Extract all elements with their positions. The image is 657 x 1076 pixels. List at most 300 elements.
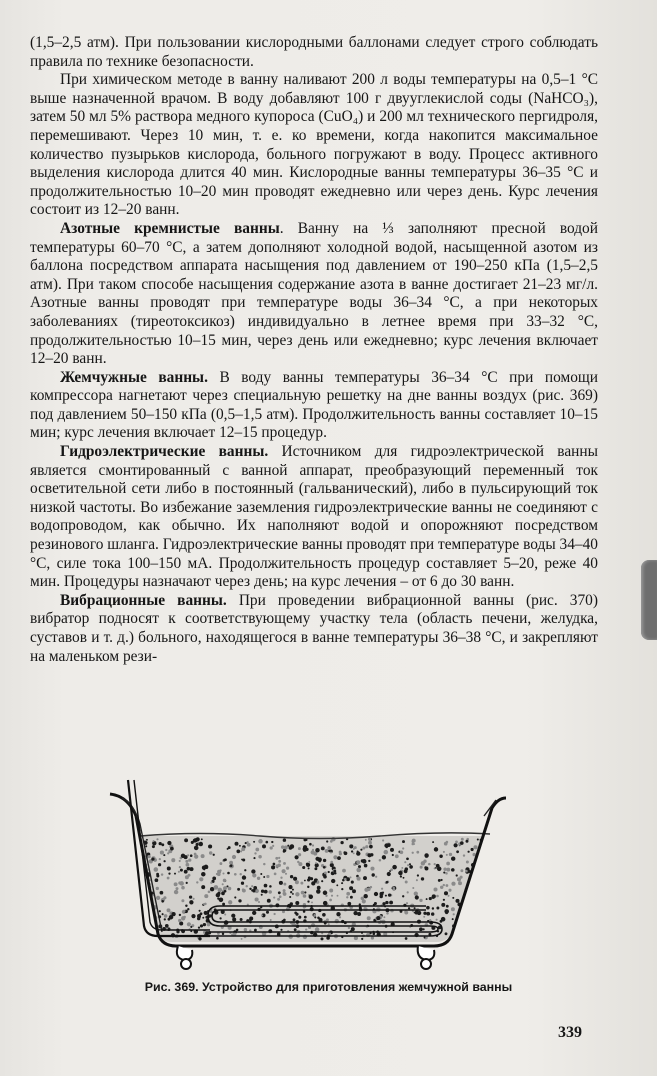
- air-bubble: [179, 914, 181, 916]
- air-bubble: [178, 871, 180, 873]
- air-bubble: [156, 838, 158, 840]
- air-bubble: [181, 854, 185, 858]
- air-bubble: [422, 928, 424, 930]
- air-bubble: [303, 894, 307, 898]
- air-bubble: [253, 841, 255, 843]
- air-bubble: [155, 878, 159, 882]
- air-bubble: [200, 924, 203, 927]
- air-bubble: [343, 851, 346, 854]
- air-bubble: [333, 855, 337, 859]
- air-bubble: [466, 861, 469, 864]
- air-bubble: [273, 863, 276, 866]
- air-bubble: [307, 886, 309, 888]
- air-bubble: [262, 844, 266, 848]
- air-bubble: [271, 841, 273, 843]
- air-bubble: [167, 841, 171, 845]
- air-bubble: [443, 872, 445, 874]
- air-bubble: [186, 882, 188, 884]
- air-bubble: [283, 889, 286, 892]
- air-bubble: [363, 876, 367, 880]
- air-bubble: [253, 857, 255, 859]
- air-bubble: [460, 876, 463, 879]
- air-bubble: [261, 890, 264, 893]
- air-bubble: [317, 886, 321, 890]
- air-bubble: [368, 841, 372, 845]
- air-bubble: [184, 870, 188, 874]
- air-bubble: [444, 909, 449, 914]
- air-bubble: [478, 898, 482, 902]
- air-bubble: [375, 876, 377, 878]
- air-bubble: [260, 873, 262, 875]
- air-bubble: [460, 869, 463, 872]
- air-bubble: [301, 891, 305, 895]
- air-bubble: [426, 912, 430, 916]
- air-bubble: [161, 900, 164, 903]
- air-bubble: [407, 891, 409, 893]
- paragraph-text: (1,5–2,5 атм). При пользовании кислородными баллонами следует строго соблюдать правила по технике безопасности.: [30, 34, 598, 70]
- air-bubble: [443, 867, 446, 870]
- air-bubble: [451, 882, 455, 886]
- air-bubble: [416, 851, 419, 854]
- air-bubble: [283, 892, 286, 895]
- air-bubble: [219, 862, 222, 865]
- air-bubble: [458, 935, 461, 938]
- air-bubble: [353, 848, 355, 850]
- bathtub-air-grid-illustration: [100, 776, 510, 976]
- air-bubble: [478, 902, 482, 906]
- air-bubble: [146, 839, 148, 841]
- air-bubble: [364, 894, 368, 898]
- air-bubble: [390, 868, 393, 871]
- air-bubble: [159, 910, 161, 912]
- air-bubble: [223, 859, 226, 862]
- air-bubble: [446, 868, 450, 872]
- air-bubble: [361, 897, 364, 900]
- air-bubble: [171, 858, 175, 862]
- air-bubble: [298, 853, 301, 856]
- air-bubble: [479, 900, 481, 902]
- air-bubble: [140, 882, 144, 886]
- air-bubble: [468, 851, 470, 853]
- air-bubble: [151, 857, 154, 860]
- air-bubble: [471, 917, 475, 921]
- air-bubble: [283, 838, 286, 841]
- air-bubble: [441, 903, 445, 907]
- air-bubble: [331, 879, 335, 883]
- air-bubble: [214, 885, 219, 890]
- air-bubble: [472, 880, 476, 884]
- air-bubble: [358, 865, 361, 868]
- air-bubble: [294, 928, 297, 931]
- air-bubble: [159, 858, 161, 860]
- air-bubble: [447, 895, 449, 897]
- air-bubble: [252, 873, 256, 877]
- air-bubble: [465, 928, 468, 931]
- air-bubble: [254, 852, 256, 854]
- air-bubble: [187, 908, 189, 910]
- air-bubble: [147, 855, 150, 858]
- air-bubble: [170, 847, 174, 851]
- air-bubble: [315, 848, 319, 852]
- air-bubble: [405, 881, 408, 884]
- air-bubble: [251, 869, 255, 873]
- air-bubble: [415, 895, 419, 899]
- air-bubble: [392, 854, 394, 856]
- air-bubble: [150, 911, 152, 913]
- air-bubble: [429, 919, 431, 921]
- air-bubble: [156, 896, 160, 900]
- air-bubble: [477, 889, 480, 892]
- air-bubble: [266, 875, 269, 878]
- air-bubble: [337, 895, 339, 897]
- air-bubble: [272, 845, 274, 847]
- air-bubble: [406, 857, 409, 860]
- air-bubble: [190, 854, 193, 857]
- air-bubble: [388, 893, 391, 896]
- air-bubble: [217, 870, 221, 874]
- air-bubble: [167, 908, 171, 912]
- air-bubble: [342, 869, 346, 873]
- air-bubble: [438, 879, 441, 882]
- air-bubble: [316, 889, 320, 893]
- air-bubble: [234, 873, 237, 876]
- air-bubble: [400, 875, 402, 877]
- air-bubble: [205, 931, 209, 935]
- air-bubble: [289, 846, 293, 850]
- air-bubble: [187, 854, 189, 856]
- air-bubble: [275, 857, 278, 860]
- air-bubble: [264, 890, 268, 894]
- air-bubble: [266, 841, 269, 844]
- air-bubble: [201, 854, 205, 858]
- air-bubble: [445, 872, 448, 875]
- air-bubble: [297, 861, 299, 863]
- page-number: 339: [558, 1024, 582, 1041]
- air-bubble: [328, 923, 330, 925]
- air-bubble: [208, 890, 211, 893]
- air-bubble: [295, 880, 299, 884]
- air-bubble: [322, 913, 326, 917]
- air-bubble: [321, 880, 323, 882]
- air-bubble: [402, 847, 404, 849]
- air-bubble: [261, 894, 263, 896]
- air-bubble: [440, 886, 443, 889]
- air-bubble: [477, 838, 479, 840]
- air-bubble: [191, 914, 195, 918]
- air-bubble: [424, 937, 426, 939]
- air-bubble: [295, 892, 299, 896]
- air-bubble: [153, 840, 155, 842]
- air-bubble: [443, 884, 445, 886]
- air-bubble: [351, 927, 355, 931]
- air-bubble: [470, 899, 473, 902]
- air-bubble: [477, 933, 481, 937]
- air-bubble: [414, 907, 416, 909]
- air-bubble: [480, 879, 484, 883]
- air-bubble: [352, 889, 356, 893]
- air-bubble: [382, 902, 385, 905]
- air-bubble: [200, 912, 203, 915]
- air-bubble: [310, 877, 313, 880]
- air-bubble: [361, 938, 363, 940]
- air-bubble: [150, 927, 152, 929]
- air-bubble: [476, 936, 479, 939]
- air-bubble: [328, 871, 330, 873]
- air-bubble: [193, 898, 195, 900]
- air-bubble: [145, 845, 147, 847]
- air-bubble: [244, 928, 247, 931]
- air-bubble: [448, 889, 451, 892]
- air-bubble: [241, 938, 243, 940]
- air-bubble: [239, 845, 241, 847]
- air-bubble: [380, 892, 384, 896]
- air-bubble: [185, 905, 187, 907]
- air-bubble: [390, 848, 394, 852]
- air-bubble: [187, 922, 191, 926]
- air-bubble: [245, 885, 247, 887]
- air-bubble: [283, 883, 286, 886]
- air-bubble: [353, 852, 355, 854]
- air-bubble: [346, 892, 350, 896]
- air-bubble: [392, 888, 395, 891]
- air-bubble: [271, 865, 275, 869]
- air-bubble: [244, 869, 246, 871]
- air-bubble: [341, 888, 343, 890]
- air-bubble: [309, 843, 312, 846]
- air-bubble: [234, 896, 236, 898]
- air-bubble: [252, 889, 255, 892]
- air-bubble: [240, 850, 242, 852]
- air-bubble: [329, 899, 332, 902]
- air-bubble: [290, 875, 293, 878]
- air-bubble: [290, 891, 292, 893]
- air-bubble: [163, 854, 165, 856]
- air-bubble: [315, 862, 317, 864]
- air-bubble: [479, 908, 483, 912]
- air-bubble: [323, 875, 327, 879]
- air-bubble: [140, 881, 143, 884]
- air-bubble: [298, 916, 301, 919]
- air-bubble: [148, 928, 152, 932]
- air-bubble: [368, 838, 371, 841]
- air-bubble: [202, 917, 204, 919]
- air-bubble: [456, 850, 459, 853]
- air-bubble: [199, 842, 203, 846]
- paragraph: [30, 220, 598, 369]
- air-bubble: [141, 894, 144, 897]
- air-bubble: [463, 854, 465, 856]
- air-bubble: [466, 840, 469, 843]
- air-bubble: [357, 912, 361, 916]
- air-bubble: [277, 898, 280, 901]
- air-bubble: [474, 871, 476, 873]
- air-bubble: [423, 916, 425, 918]
- air-bubble: [359, 906, 362, 909]
- air-bubble: [189, 900, 193, 904]
- air-bubble: [209, 851, 212, 854]
- air-bubble: [344, 878, 347, 881]
- air-bubble: [365, 845, 368, 848]
- air-bubble: [436, 864, 440, 868]
- air-bubble: [346, 896, 348, 898]
- air-bubble: [382, 839, 384, 841]
- air-bubble: [295, 913, 298, 916]
- air-bubble: [228, 900, 232, 904]
- air-bubble: [176, 887, 179, 890]
- air-bubble: [274, 873, 277, 876]
- air-bubble: [309, 895, 313, 899]
- air-bubble: [463, 907, 465, 909]
- air-bubble: [236, 929, 239, 932]
- air-bubble: [467, 914, 469, 916]
- air-bubble: [336, 884, 338, 886]
- air-bubble: [267, 899, 271, 903]
- run-in-heading: Азотные кремнистые ванны: [60, 219, 280, 237]
- air-bubble: [465, 916, 469, 920]
- air-bubble: [409, 865, 413, 869]
- air-bubble: [481, 931, 484, 934]
- air-bubble: [279, 895, 282, 898]
- air-bubble: [326, 918, 329, 921]
- air-bubble: [461, 935, 463, 937]
- air-bubble: [165, 849, 167, 851]
- air-bubble: [426, 906, 430, 910]
- air-bubble: [452, 897, 454, 899]
- air-bubble: [367, 916, 371, 920]
- air-bubble: [160, 891, 164, 895]
- air-bubble: [283, 862, 286, 865]
- air-bubble: [257, 877, 260, 880]
- air-bubble: [311, 901, 313, 903]
- air-bubble: [451, 868, 455, 872]
- air-bubble: [473, 845, 477, 849]
- air-bubble: [223, 886, 227, 890]
- air-bubble: [194, 846, 199, 851]
- air-bubble: [253, 886, 257, 890]
- air-bubble: [470, 882, 475, 887]
- air-bubble: [167, 866, 171, 870]
- air-bubble: [213, 854, 215, 856]
- air-bubble: [330, 863, 334, 867]
- air-bubble: [351, 850, 353, 852]
- air-bubble: [161, 873, 163, 875]
- air-bubble: [174, 882, 178, 886]
- air-bubble: [477, 858, 481, 862]
- air-bubble: [445, 932, 448, 935]
- air-bubble: [226, 885, 228, 887]
- air-bubble: [156, 873, 159, 876]
- air-bubble: [288, 885, 292, 889]
- air-bubble: [230, 864, 233, 867]
- air-bubble: [183, 910, 185, 912]
- air-bubble: [218, 888, 223, 893]
- air-bubble: [314, 880, 317, 883]
- air-bubble: [181, 886, 185, 890]
- air-bubble: [217, 898, 219, 900]
- air-bubble: [455, 841, 458, 844]
- air-bubble: [414, 891, 418, 895]
- air-bubble: [433, 887, 437, 891]
- air-bubble: [370, 886, 372, 888]
- air-bubble: [383, 916, 385, 918]
- air-bubble: [242, 858, 245, 861]
- air-bubble: [219, 917, 221, 919]
- air-bubble: [470, 908, 472, 910]
- air-bubble: [349, 844, 353, 848]
- air-bubble: [283, 850, 286, 853]
- air-bubble: [295, 901, 299, 905]
- paragraph-text: В воду ванны температуры 36–34 °С при помощи компрессора нагнетают через специальную решетку на дне ванны воздух (рис. 369) под давлением 50–150 кПа (0,5–1,5 атм). Продолжительность ванны составляет 10–15 мин; курс лечения включает 12–15 процедур.: [30, 368, 598, 442]
- air-bubble: [232, 917, 236, 921]
- air-bubble: [228, 846, 231, 849]
- air-bubble: [472, 899, 475, 902]
- run-in-heading: Жемчужные ванны.: [60, 368, 208, 386]
- air-bubble: [216, 893, 220, 897]
- air-bubble: [203, 923, 206, 926]
- air-bubble: [386, 881, 389, 884]
- air-bubble: [224, 913, 226, 915]
- air-bubble: [458, 923, 462, 927]
- air-bubble: [251, 885, 253, 887]
- air-bubble: [395, 854, 399, 858]
- air-bubble: [241, 882, 244, 885]
- air-bubble: [470, 889, 472, 891]
- air-bubble: [446, 841, 449, 844]
- air-bubble: [406, 902, 408, 904]
- air-bubble: [387, 872, 391, 876]
- air-bubble: [407, 864, 409, 866]
- air-bubble: [366, 888, 368, 890]
- air-bubble: [184, 916, 186, 918]
- air-bubble: [317, 917, 320, 920]
- figure-caption: Рис. 369. Устройство для приготовления жемчужной ванны: [144, 980, 513, 994]
- air-bubble: [147, 921, 150, 924]
- air-bubble: [151, 930, 155, 934]
- air-bubble: [286, 867, 289, 870]
- air-bubble: [479, 911, 483, 915]
- air-bubble: [292, 889, 294, 891]
- air-bubble: [330, 861, 333, 864]
- air-bubble: [461, 838, 464, 841]
- air-bubble: [367, 853, 371, 857]
- air-bubble: [308, 867, 310, 869]
- air-bubble: [179, 866, 181, 868]
- air-bubble: [224, 890, 227, 893]
- air-bubble: [258, 855, 261, 858]
- air-bubble: [323, 859, 326, 862]
- air-bubble: [456, 874, 458, 876]
- air-bubble: [365, 839, 367, 841]
- air-bubble: [208, 844, 212, 848]
- air-bubble: [196, 843, 199, 846]
- air-bubble: [199, 910, 201, 912]
- paragraph: [30, 34, 598, 71]
- air-bubble: [481, 894, 484, 897]
- air-bubble: [323, 891, 328, 896]
- air-bubble: [412, 887, 414, 889]
- air-bubble: [325, 895, 327, 897]
- air-bubble: [417, 874, 419, 876]
- air-bubble: [339, 916, 341, 918]
- air-bubble: [270, 846, 273, 849]
- air-bubble: [400, 850, 404, 854]
- air-bubble: [160, 851, 164, 855]
- air-bubble: [222, 903, 225, 906]
- air-bubble: [246, 841, 248, 843]
- air-bubble: [174, 890, 178, 894]
- air-bubble: [454, 843, 458, 847]
- air-bubble: [421, 877, 424, 880]
